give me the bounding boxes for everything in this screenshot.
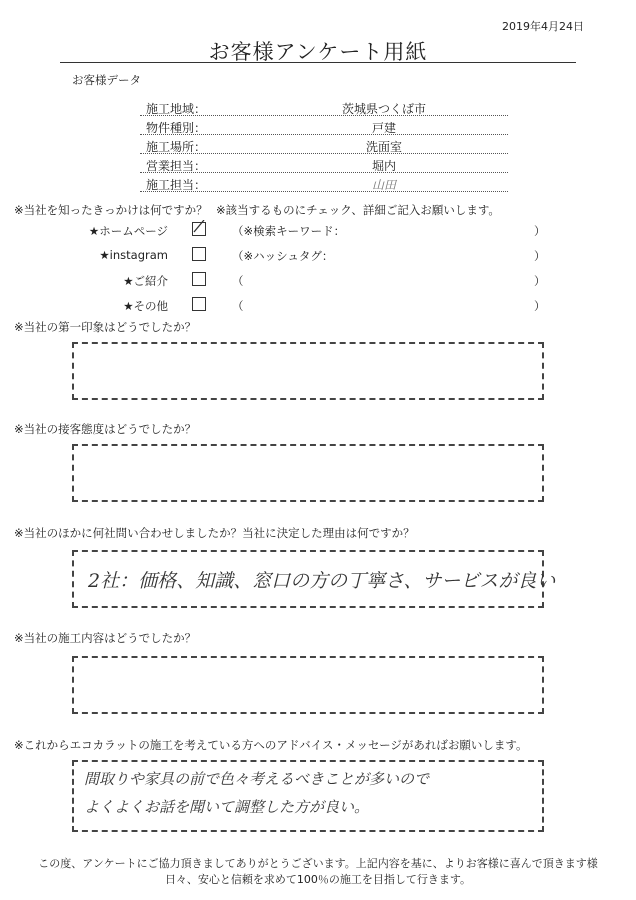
info-value: 洗面室 [365,140,402,154]
option-label: ★その他 [123,299,168,313]
question-source: ※当社を知ったきっかけは何ですか？ [14,203,208,217]
option-note-close: ） [534,249,546,263]
source-option-referral [60,271,580,291]
question-advice: ※これからエコカラットの施工を考えている方へのアドバイス・メッセージがあればお願いします。 [14,738,528,752]
info-label: 物件種別： [146,121,207,135]
info-underline [140,134,508,135]
answer-box-first-impression[interactable] [72,342,544,400]
option-note: （※検索キーワード： [232,224,346,238]
info-value: 茨城県つくば市 [341,102,426,116]
option-note: （ [232,274,244,288]
info-value: 堀内 [371,159,396,173]
answer-box-installation[interactable] [72,656,544,714]
info-row-area [140,98,508,116]
answer-box-competitors[interactable] [72,550,556,608]
option-label: ★instagram [99,248,168,262]
info-row-installer [140,174,508,192]
question-installation: ※当社の施工内容はどうでしたか？ [14,631,197,645]
option-label: ★ご紹介 [123,274,168,288]
footer-thanks-line2: 日々、安心と信頼を求めて100％の施工を目指して行きます。 [164,873,472,886]
info-label: 営業担当： [146,159,207,173]
title-divider [60,62,576,63]
option-note: （※ハッシュタグ： [232,249,334,263]
source-option-other [60,296,580,316]
option-note-close: ） [534,299,546,313]
option-note-close: ） [534,224,546,238]
option-note-close: ） [534,274,546,288]
info-label: 施工地域： [146,102,207,116]
answer-handwritten-line1: 間取りや家具の前で色々考えるべきことが多いので [84,770,430,788]
info-underline [140,172,508,173]
customer-section-heading: お客様データ [72,73,141,87]
footer-thanks-line1: この度、アンケートにご協力頂きましてありがとうございます。上記内容を基に、よりお客様に喜んで頂きます様 [38,857,598,870]
question-source-instruction: ※該当するものにチェック、詳細ご記入お願いします。 [216,203,500,217]
question-service-attitude: ※当社の接客態度はどうでしたか？ [14,422,197,436]
answer-handwritten: 2社：価格、知識、窓口の方の丁寧さ、サービスが良い [88,570,556,592]
page-title: お客様アンケート用紙 [208,40,428,64]
answer-box-service-attitude[interactable] [72,444,544,502]
option-checkbox[interactable] [192,297,206,311]
info-row-sales [140,155,508,173]
info-row-property [140,117,508,135]
option-checkbox[interactable] [192,272,206,286]
info-underline [140,115,508,116]
info-label: 施工場所： [146,140,207,154]
info-underline [140,191,508,192]
option-note: （ [232,299,244,313]
option-label: ★ホームページ [88,224,168,238]
answer-handwritten-line2: よくよくお話を聞いて調整した方が良い。 [84,798,370,816]
answer-box-advice[interactable] [72,760,544,832]
option-checkbox[interactable] [192,247,206,261]
checkmark-icon [192,220,206,234]
question-first-impression: ※当社の第一印象はどうでしたか？ [14,320,197,334]
info-value: 戸建 [371,121,396,135]
source-option-instagram [60,246,580,266]
source-option-homepage [60,221,580,241]
info-underline [140,153,508,154]
info-row-location [140,136,508,154]
info-value-handwritten: 山田 [371,178,396,192]
info-label: 施工担当： [146,178,207,192]
survey-date: 2019年4月24日 [502,20,584,33]
option-checkbox[interactable] [192,222,206,236]
question-competitors: ※当社のほかに何社問い合わせしましたか？当社に決定した理由は何ですか？ [14,526,415,540]
